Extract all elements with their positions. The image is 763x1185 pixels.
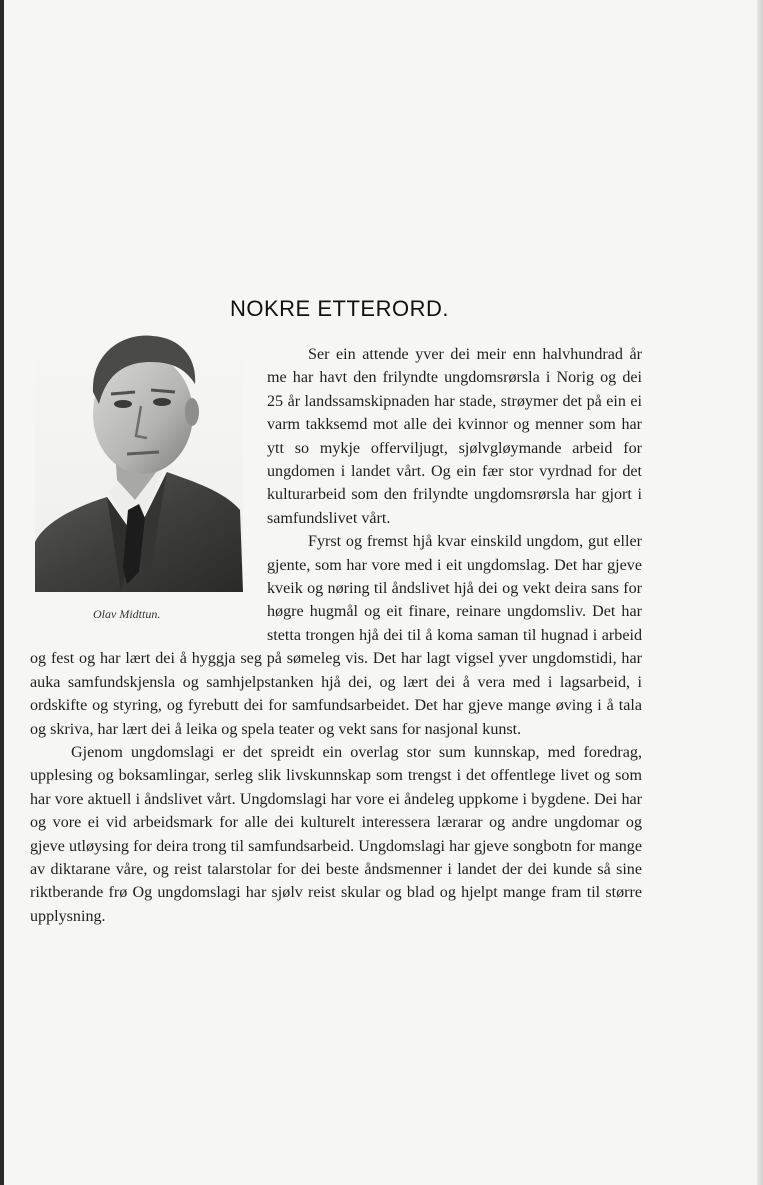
paragraph: Ser ein attende yver dei meir enn halvhundrad år me har havt den frilyndte ungdomsrørsla i Norig og dei 25 år landssamskipnaden har stade, strøymer det på ein ei varm takksemd mot alle dei kvinnor og menner som har ytt so mykje offerviljugt, sjølvgløymande arbeid for ungdomen i landet vårt. Og ein fær stor vyrdnad for det kulturarbeid som den frilyndte ungdomsrørsla har gjort i samfundslivet vårt.: [267, 346, 642, 527]
portrait-spacer: [30, 343, 267, 635]
portrait-caption: Olav Midttun.: [93, 607, 161, 621]
page-title: NOKRE ETTERORD.: [230, 296, 449, 321]
article-body: [30, 343, 642, 928]
paragraph: Gjenom ungdomslagi er det spreidt ein overlag stor sum kunnskap, med foredrag, upplesing og boksamlingar, serleg slik livskunnskap som trengst i det offentlege livet og som har vore aktuell i åndslivet vårt. Ungdomslagi har vore ei åndeleg uppkome i bygdene. Dei har og vore ei vid arbeidsmark for alle dei kulturelt interessera lærarar og andre ungdomar og gjeve utløysing for deira trong til samfundsarbeid. Ungdomslagi har gjeve songbotn for mange av diktarane våre, og reist talarstolar for dei beste åndsmenner i landet der dei kunde så sine riktberande frø Og ungdomslagi har sjølv reist skular og blad og hjelpt mange fram til større upplysning.: [30, 743, 642, 925]
paragraph: Fyrst og fremst hjå kvar einskild ungdom, gut eller gjente, som har vore med i eit ungdomslag. Det har gjeve kveik og nøring til åndslivet hjå dei og vekt deira sans for høgre hugmål og eit finare, reinare ungdomsliv. Det har stetta trongen hjå dei til å koma saman til hugnad i arbeid og fest og har lært dei å hyggja seg på sømeleg vis. Det har lagt vigsel yver ungdomstidi, har auka samfundskjensla og samhjelpstanken hjå dei, og lært dei å vera med i lagsarbeid, i ordskifte og styring, og fyrebutt dei for samfundsarbeidet. Det har gjeve mange øving i å tala og skriva, har lært dei å leika og spela teater og vekt sans for nasjonal kunst.: [30, 533, 642, 738]
page-edge: [757, 0, 763, 1185]
